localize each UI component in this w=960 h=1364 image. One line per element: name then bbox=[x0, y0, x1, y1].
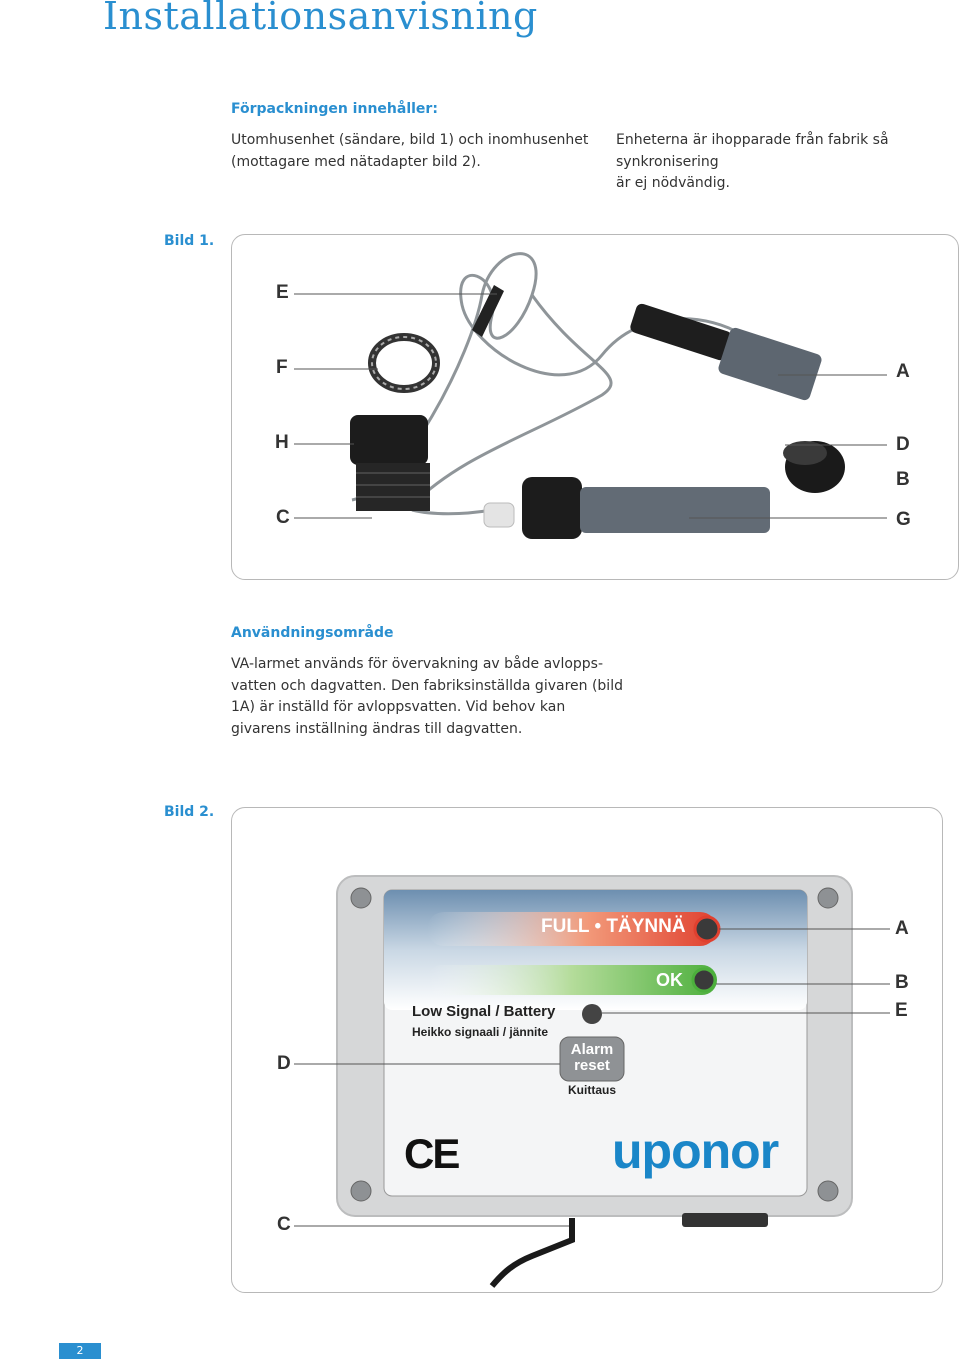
package-text-left-line1: Utomhusenhet (sändare, bild 1) och inomhusenhet bbox=[231, 132, 589, 148]
full-label: FULL • TÄYNNÄ bbox=[541, 916, 686, 937]
brand-logo: uponor bbox=[612, 1123, 779, 1179]
low-signal-led-icon bbox=[582, 1004, 602, 1024]
alarm-reset-button[interactable] bbox=[560, 1042, 624, 1074]
usage-line2: vatten och dagvatten. Den fabriksinställda givaren (bild bbox=[231, 677, 623, 694]
callout-b: B bbox=[896, 469, 910, 490]
full-led-icon bbox=[695, 917, 719, 941]
figure1-label: Bild 1. bbox=[164, 233, 215, 249]
package-heading: Förpackningen innehåller: bbox=[231, 101, 438, 117]
usage-text bbox=[231, 654, 631, 740]
callout-d: D bbox=[896, 434, 910, 455]
callout-a2: A bbox=[895, 918, 909, 939]
callout-c: C bbox=[276, 507, 290, 528]
figure1-illustration bbox=[232, 235, 958, 579]
power-cable bbox=[492, 1218, 572, 1286]
low-signal-label: Low Signal / Battery bbox=[412, 1003, 556, 1020]
threaded-fitting-icon bbox=[350, 415, 430, 511]
callout-e: E bbox=[276, 282, 289, 303]
figure1-frame bbox=[231, 234, 959, 580]
callout-e2: E bbox=[895, 1000, 908, 1021]
package-text-left bbox=[231, 130, 601, 173]
ce-mark-icon: CE bbox=[404, 1130, 459, 1177]
callout-c2: C bbox=[277, 1214, 291, 1235]
usage-line3: 1A) är inställd för avloppsvatten. Vid behov kan bbox=[231, 699, 566, 715]
callout-f: F bbox=[276, 357, 288, 378]
figure2-label: Bild 2. bbox=[164, 804, 215, 820]
usage-line4: givarens inställning ändras till dagvatten. bbox=[231, 720, 523, 737]
alarm-reset-fi-label: Kuittaus bbox=[568, 1083, 616, 1097]
callout-d2: D bbox=[277, 1053, 291, 1074]
callout-h: H bbox=[275, 432, 289, 453]
page-title: Installationsanvisning bbox=[103, 0, 538, 38]
cap-icon bbox=[783, 441, 845, 493]
usage-heading: Användningsområde bbox=[231, 625, 394, 641]
callout-b2: B bbox=[895, 972, 909, 993]
alarm-reset-line1: Alarm bbox=[570, 1041, 614, 1058]
ok-label: OK bbox=[656, 970, 683, 990]
sensor-b-icon bbox=[484, 477, 770, 539]
low-signal-fi-label: Heikko signaali / jännite bbox=[412, 1025, 549, 1039]
usage-line1: VA-larmet används för övervakning av både avlopps- bbox=[231, 656, 604, 672]
callout-g: G bbox=[896, 509, 911, 530]
nut-ring-icon bbox=[372, 337, 436, 389]
package-text-right-line2: är ej nödvändig. bbox=[616, 175, 730, 191]
sensor-a-icon bbox=[629, 302, 823, 401]
figure2-frame bbox=[231, 807, 943, 1293]
callout-a: A bbox=[896, 361, 910, 382]
package-text-right bbox=[616, 130, 960, 195]
package-text-left-line2: (mottagare med nätadapter bild 2). bbox=[231, 153, 481, 170]
ok-led-icon bbox=[693, 969, 715, 991]
package-text-right-line1: Enheterna är ihopparade från fabrik så synkronisering bbox=[616, 132, 889, 170]
page-number: 2 bbox=[59, 1343, 101, 1359]
alarm-reset-line2: reset bbox=[574, 1057, 610, 1074]
cable-clip-icon bbox=[472, 285, 504, 337]
